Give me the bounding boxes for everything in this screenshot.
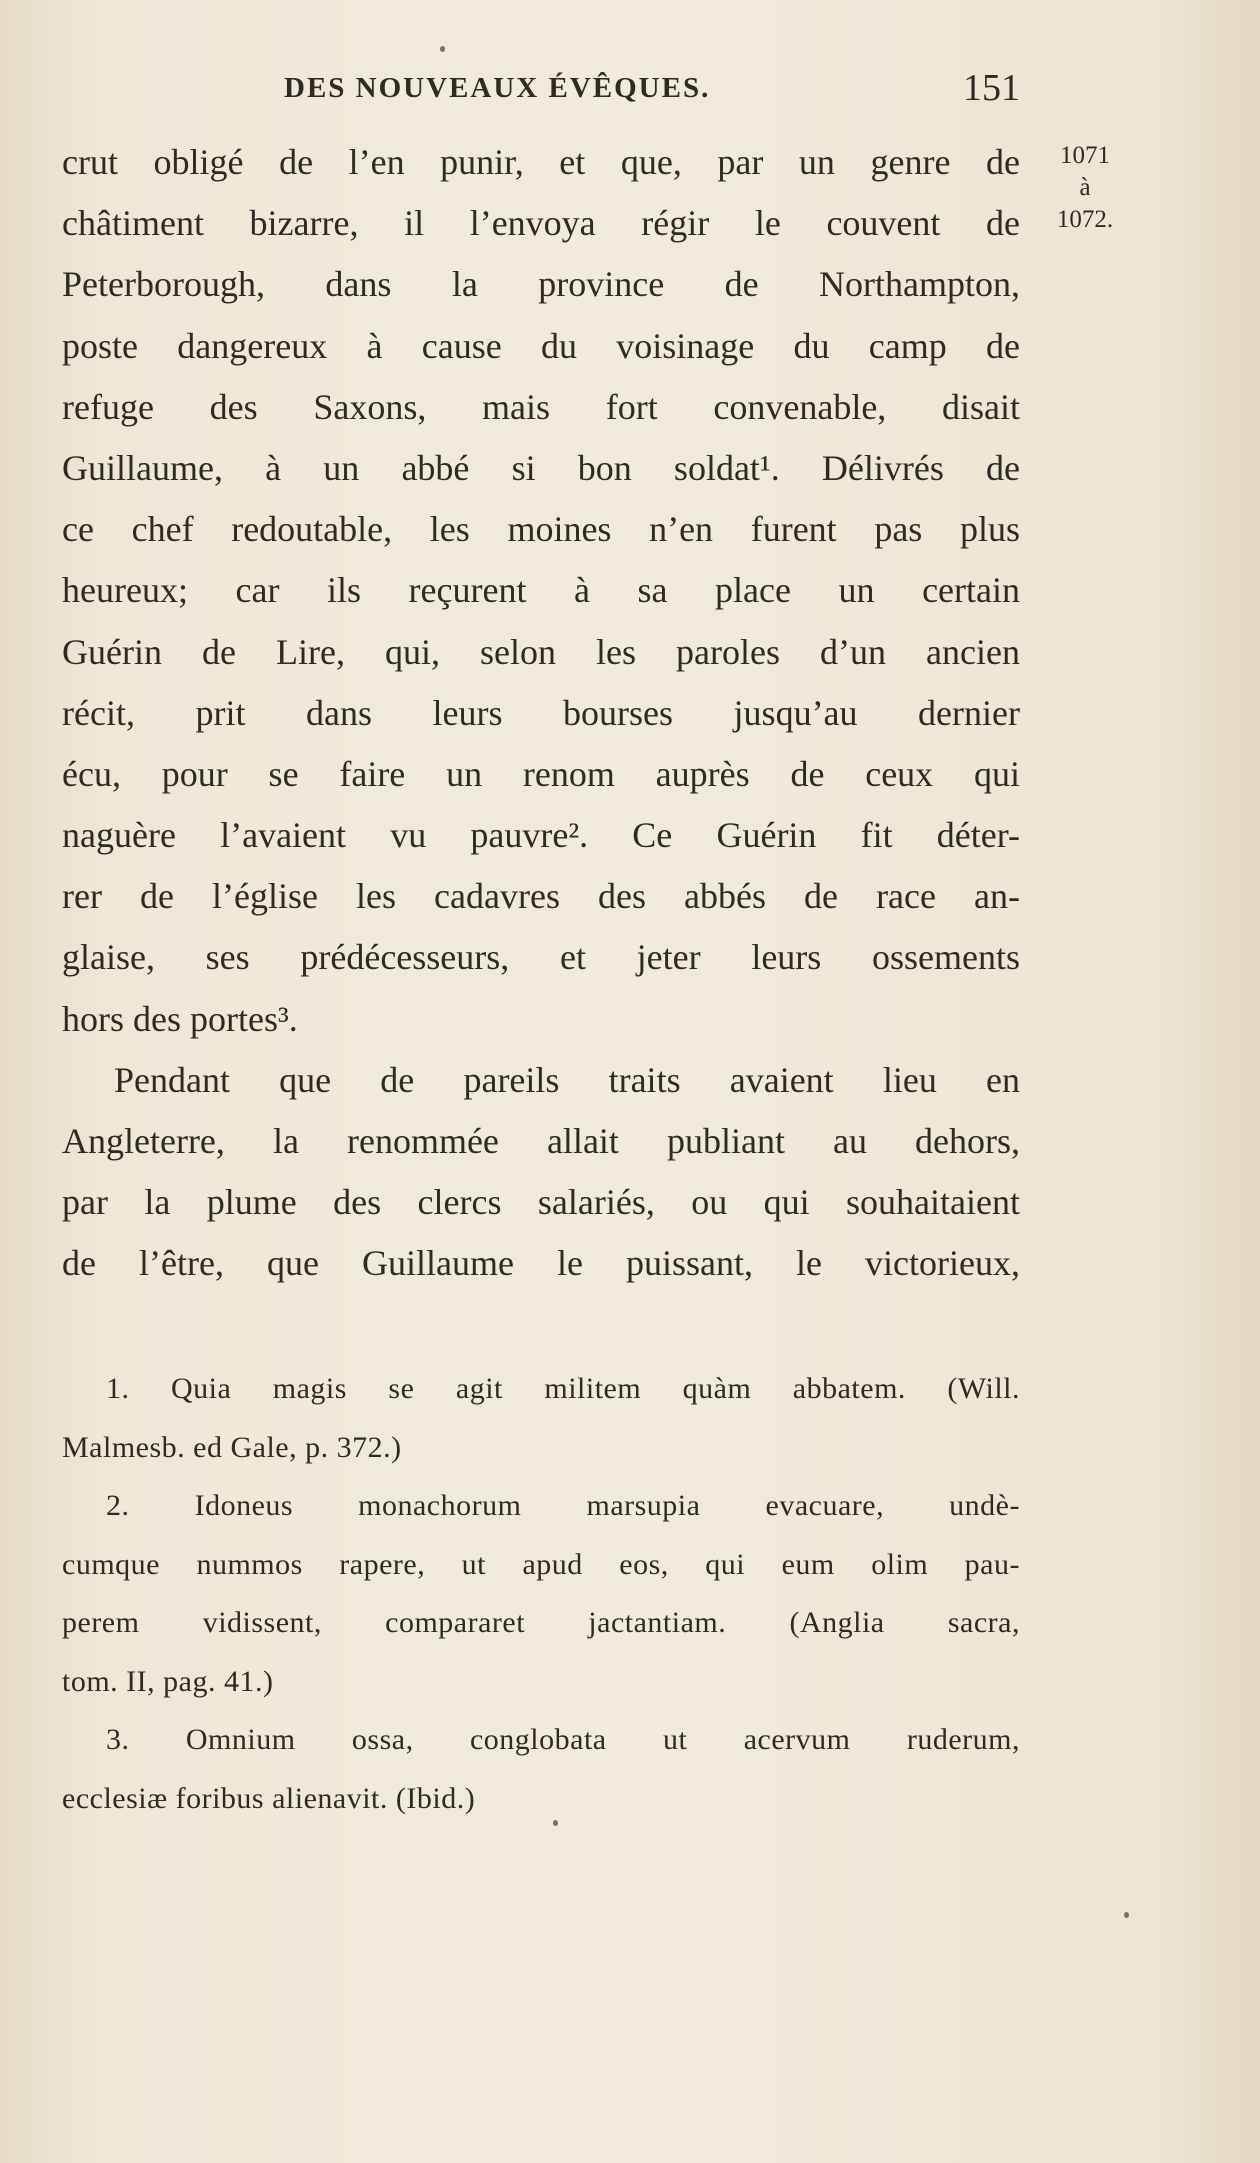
page-header <box>62 66 1020 116</box>
text-line: heureux; car ils reçurent à sa place un certain <box>62 570 1020 611</box>
margin-date-to: 1072. <box>1056 206 1114 233</box>
paper-speck <box>553 1820 558 1826</box>
text-line: Guillaume, à un abbé si bon soldat¹. Délivrés de <box>62 447 1020 488</box>
footnotes <box>62 1360 1020 1828</box>
paper-speck <box>1124 1912 1129 1918</box>
text-line: rer de l’église les cadavres des abbés de race an- <box>62 876 1020 917</box>
running-title: DES NOUVEAUX ÉVÊQUES. <box>284 72 711 104</box>
text-line: par la plume des clercs salariés, ou qui souhaitaient <box>62 1182 1020 1223</box>
text-line: crut obligé de l’en punir, et que, par un genre de <box>62 142 1020 182</box>
text-line: Pendant que de pareils traits avaient lieu en <box>114 1059 1020 1100</box>
footnote-line: Malmesb. ed Gale, p. 372.) <box>62 1430 402 1464</box>
margin-date-sep: à <box>1079 174 1091 201</box>
page-number: 151 <box>963 67 1020 109</box>
text-line: de l’être, que Guillaume le puissant, le victorieux, <box>62 1243 1020 1284</box>
text-line: ce chef redoutable, les moines n’en furent pas plus <box>62 509 1020 550</box>
text-line: châtiment bizarre, il l’envoya régir le couvent de <box>62 203 1020 244</box>
footnote-line: 3. Omnium ossa, conglobata ut acervum ruderum, <box>106 1723 1020 1756</box>
text-line: Peterborough, dans la province de Northampton, <box>62 264 1020 305</box>
footnote-line: ecclesiæ foribus alienavit. (Ibid.) <box>62 1781 476 1815</box>
text-line: Angleterre, la renommée allait publiant au dehors, <box>62 1121 1020 1161</box>
footnote-line: tom. II, pag. 41.) <box>62 1664 274 1698</box>
footnote-line: 2. Idoneus monachorum marsupia evacuare, undè- <box>106 1489 1020 1522</box>
footnote-line: perem vidissent, compararet jactantiam. (Anglia sacra, <box>62 1606 1020 1639</box>
paper-speck <box>440 46 445 52</box>
body-text <box>62 132 1020 1295</box>
text-line: hors des portes³. <box>62 998 298 1039</box>
footnote-line: 1. Quia magis se agit militem quàm abbatem. (Will. <box>106 1372 1020 1405</box>
footnote-line: cumque nummos rapere, ut apud eos, qui eum olim pau- <box>62 1547 1020 1581</box>
text-line: refuge des Saxons, mais fort convenable, disait <box>62 386 1020 427</box>
text-line: naguère l’avaient vu pauvre². Ce Guérin fit déter- <box>62 815 1020 856</box>
text-line: poste dangereux à cause du voisinage du camp de <box>62 325 1020 366</box>
text-line: écu, pour se faire un renom auprès de ceux qui <box>62 753 1020 794</box>
margin-date-from: 1071 <box>1060 142 1110 169</box>
text-line: glaise, ses prédécesseurs, et jeter leurs ossements <box>62 937 1020 978</box>
text-line: Guérin de Lire, qui, selon les paroles d’un ancien <box>62 631 1020 672</box>
margin-date <box>1030 140 1140 236</box>
text-line: récit, prit dans leurs bourses jusqu’au dernier <box>62 692 1020 733</box>
